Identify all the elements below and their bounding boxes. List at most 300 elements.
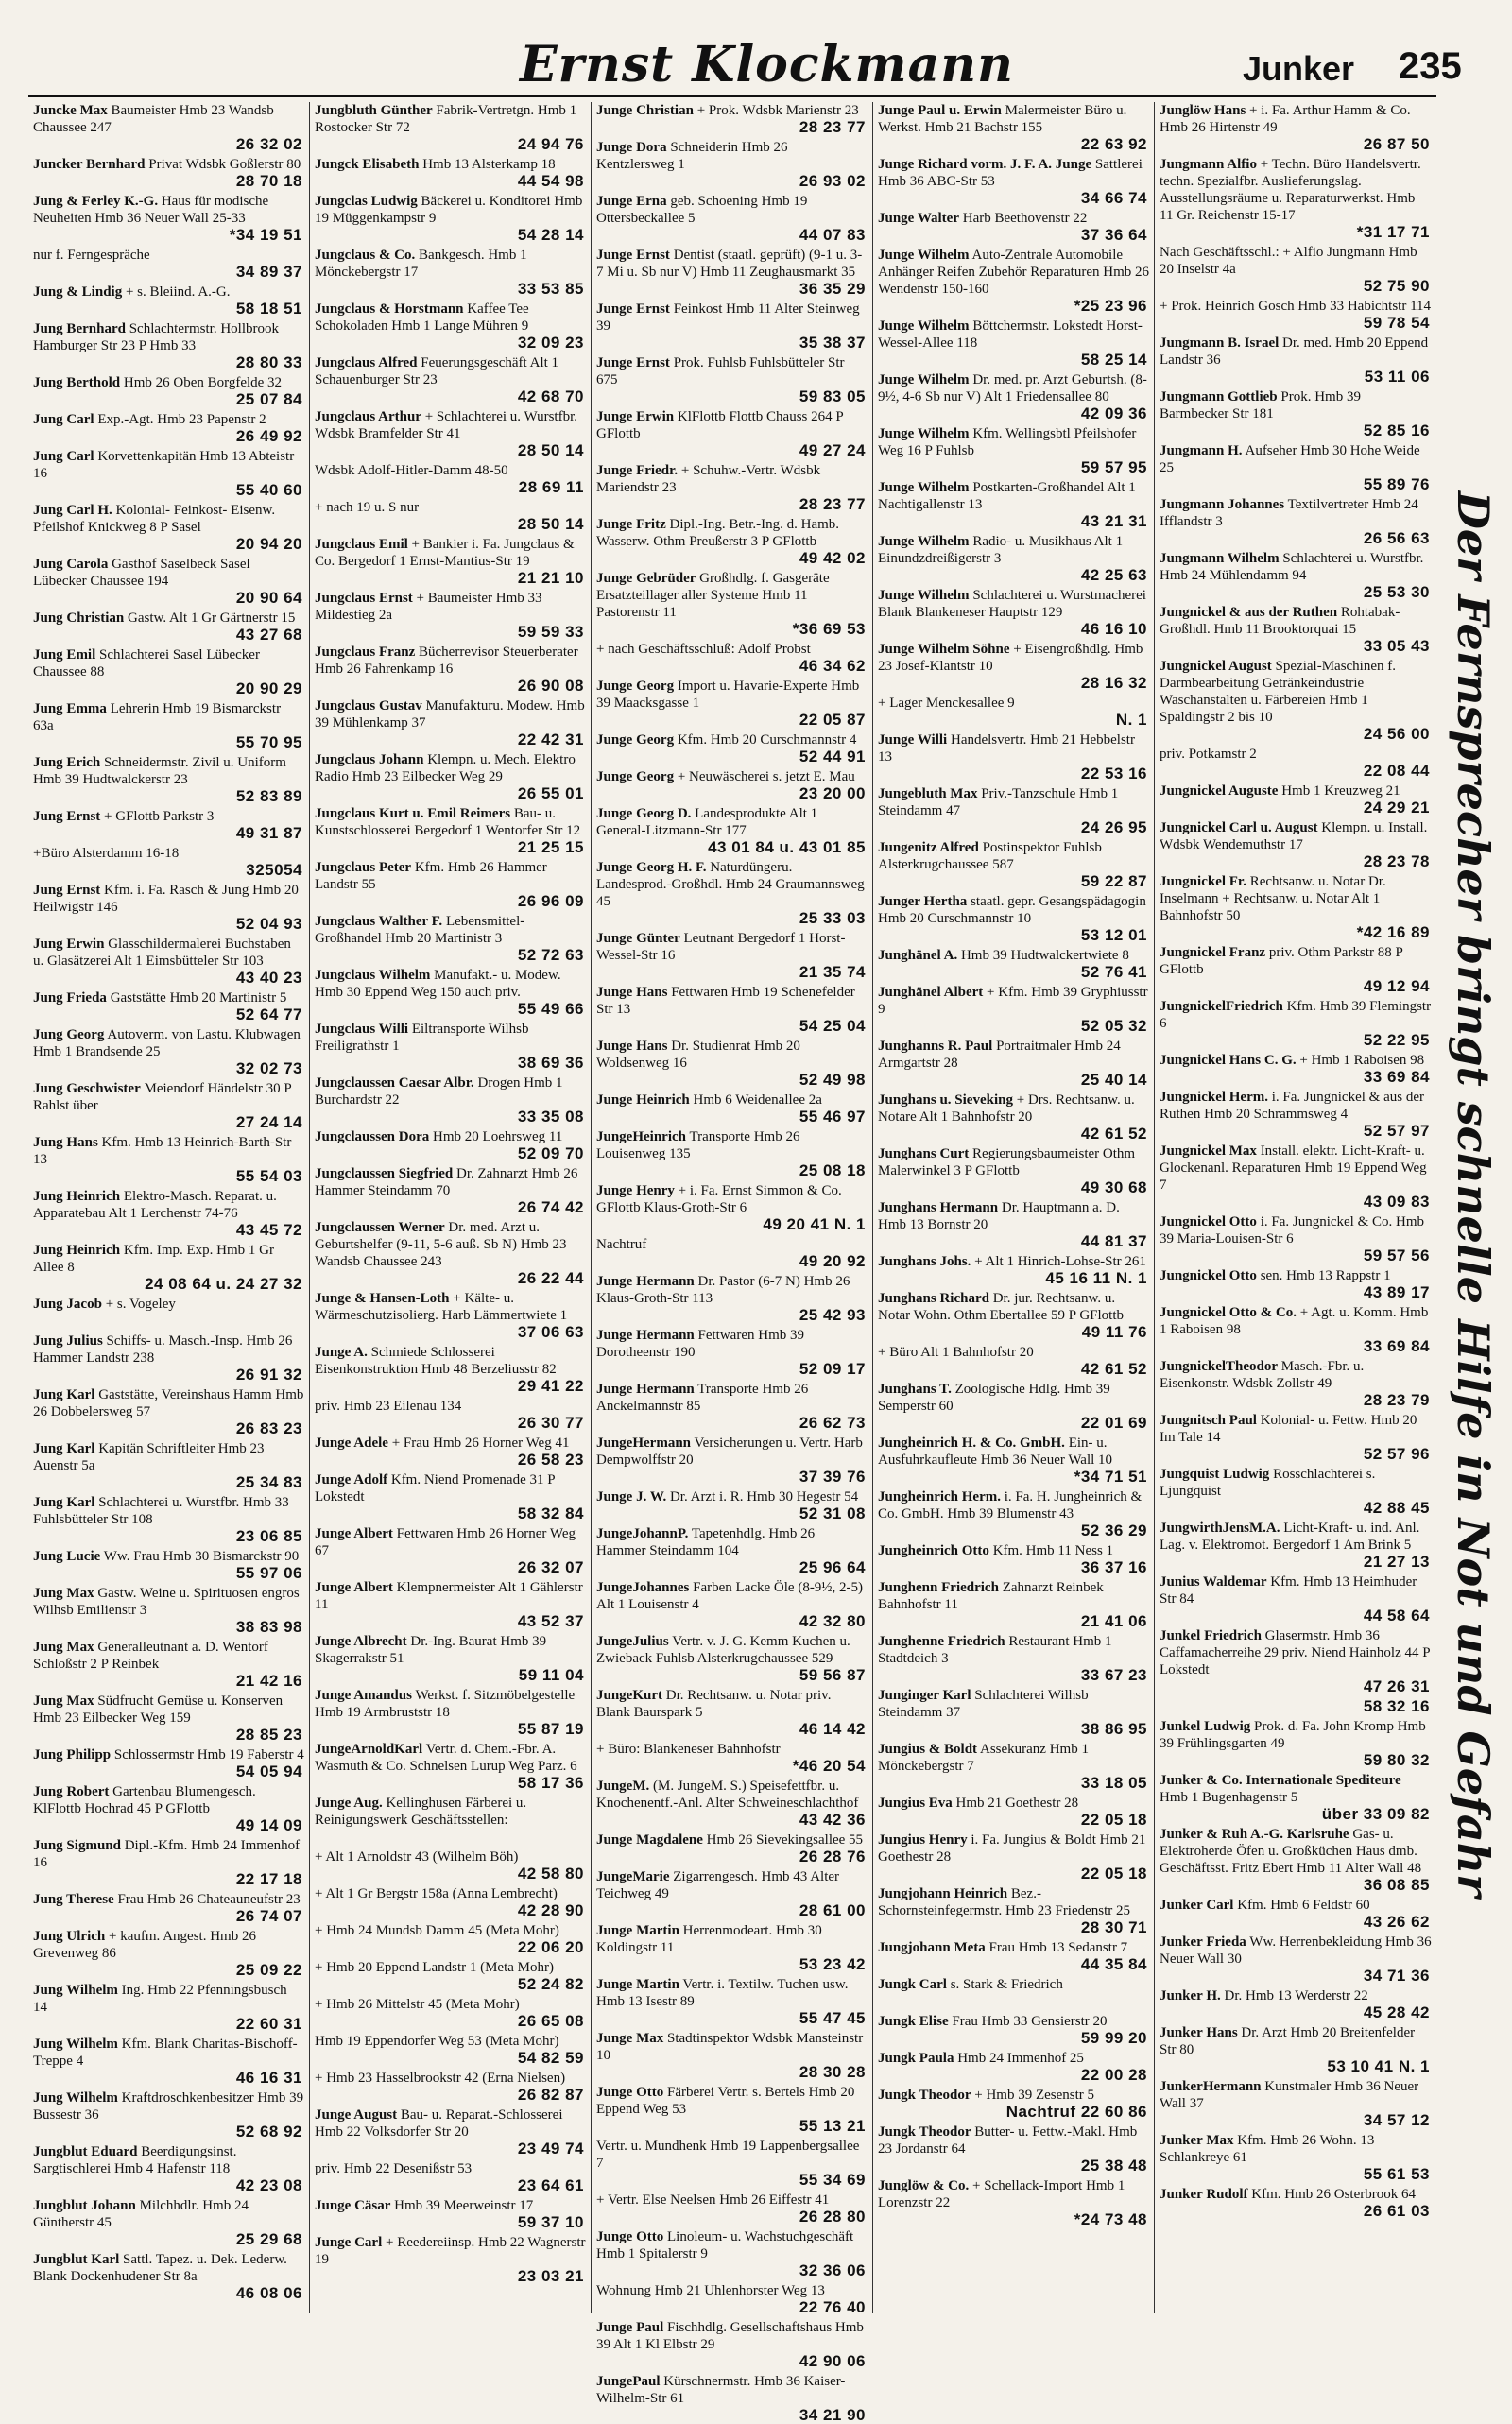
entry-name: Jungk Carl [878, 1977, 947, 1992]
entry-name: Jungblut Karl [33, 2252, 120, 2267]
entry-name: Jungbluth Günther [315, 103, 433, 118]
entry-phone: 59 59 33 [517, 623, 584, 641]
entry-phone: 28 23 79 [1363, 1391, 1430, 1409]
directory-entry [596, 1525, 868, 1576]
entry-detail: Sattl. Tapez. u. Dek. Lederw. Blank Dockenhudener Str 8a [33, 2252, 287, 2284]
directory-entry [878, 839, 1149, 890]
entry-name: Jungheinrich Otto [878, 1543, 989, 1558]
entry-name: Junker Frieda [1160, 1934, 1246, 1950]
entry-name: Jungnickel Auguste [1160, 783, 1279, 799]
directory-entry [315, 2070, 586, 2104]
directory-entry [33, 1639, 304, 1690]
directory-entry [33, 1585, 304, 1636]
entry-name: JungeHeinrich [596, 1129, 687, 1144]
entry-detail: Bäckerei u. Konditorei Hmb 19 Müggenkampstr 9 [315, 194, 583, 226]
entry-phone: 52 72 63 [517, 946, 584, 964]
entry-name: Junge Georg [596, 679, 675, 694]
directory-entry [33, 284, 304, 318]
directory-entry [596, 1831, 868, 1865]
directory-entry [878, 1199, 1149, 1250]
entry-name: Junge Albert [315, 1580, 393, 1595]
directory-entry [878, 1795, 1149, 1829]
entry-name: Jung & Lindig [33, 284, 123, 300]
entry-detail: Kunstmaler Hmb 36 Neuer Wall 37 [1160, 2079, 1419, 2111]
entry-name: Junge & Hansen-Loth [315, 1291, 450, 1306]
entry-detail: Portraitmaler Hmb 24 Armgartstr 28 [878, 1039, 1121, 1071]
entry-detail: Prok. d. Fa. John Kromp Hmb 39 Frühlingsgarten 49 [1160, 1719, 1426, 1751]
entry-detail: Auto-Zentrale Automobile Anhänger Reifen Zubehör Reparaturen Hmb 26 Wendenstr 150-160 [878, 248, 1149, 297]
entry-name: Jungblut Eduard [33, 2144, 138, 2159]
directory-entry [596, 1633, 868, 1684]
directory-entry [878, 695, 1149, 729]
entry-phone: 26 61 03 [1363, 2202, 1430, 2220]
entry-phone: 55 61 53 [1363, 2165, 1430, 2183]
entry-detail: Nach Geschäftsschl.: + Alfio Jungmann Hmb 20 Inselstr 4a [1160, 245, 1418, 277]
directory-entry [315, 913, 586, 964]
entry-name: Junker & Ruh A.-G. Karlsruhe [1160, 1827, 1349, 1842]
entry-detail: Dentist (staatl. geprüft) (9-1 u. 3-7 Mi u. Sb nur V) Hmb 11 Zeughausmarkt 35 [596, 248, 863, 280]
entry-name: Junglöw & Co. [878, 2178, 970, 2193]
entry-phone: 42 23 08 [235, 2176, 302, 2194]
entry-phone: 54 05 94 [235, 1762, 302, 1780]
entry-name: Jung & Ferley K.-G. [33, 194, 159, 209]
entry-phone: 26 55 01 [517, 784, 584, 802]
directory-entry [878, 318, 1149, 369]
entry-name: Jungclaus Gustav [315, 698, 422, 713]
directory-entry [596, 1741, 868, 1775]
directory-entry [878, 1253, 1149, 1287]
directory-entry [33, 2197, 304, 2248]
entry-detail: + Hmb 39 Zesenstr 5 [974, 2088, 1095, 2103]
entry-name: Junkel Ludwig [1160, 1719, 1251, 1734]
directory-entry [315, 590, 586, 641]
entry-detail: Wohnung Hmb 21 Uhlenhorster Weg 13 [596, 2283, 825, 2298]
entry-phone: *34 71 51 [1074, 1468, 1147, 1486]
entry-detail: Dr. Pastor (6-7 N) Hmb 26 Klaus-Groth-Str 113 [596, 1274, 850, 1306]
directory-entry [878, 641, 1149, 692]
entry-detail: Radio- u. Musikhaus Alt 1 Einundzdreißigerstr 3 [878, 534, 1124, 566]
entry-detail: + Baumeister Hmb 33 Mildestieg 2a [315, 591, 542, 623]
directory-entry [315, 354, 586, 405]
directory-entry [878, 247, 1149, 315]
entry-phone: 21 35 74 [799, 963, 866, 981]
directory-entry [878, 1344, 1149, 1378]
entry-phone: 46 14 42 [799, 1720, 866, 1738]
directory-entry [315, 536, 586, 587]
entry-phone: 34 57 12 [1363, 2111, 1430, 2129]
entry-detail: Klempnermeister Alt 1 Gählerstr 11 [315, 1580, 583, 1612]
entry-phone: 21 25 15 [517, 838, 584, 856]
entry-detail: Werkst. f. Sitzmöbelgestelle Hmb 19 Armbruststr 18 [315, 1688, 576, 1720]
directory-entry [1160, 442, 1432, 493]
entry-phone: 42 68 70 [517, 387, 584, 405]
header-logo-text: Ernst Klockmann [520, 36, 1014, 94]
entry-detail: Schneidermstr. Zivil u. Uniform Hmb 39 Hudtwalckerstr 23 [33, 755, 286, 787]
entry-phone: 49 11 76 [1081, 1323, 1147, 1341]
entry-phone: 20 90 29 [235, 679, 302, 697]
entry-name: Jungclaussen Werner [315, 1220, 445, 1235]
directory-entry [315, 1741, 586, 1792]
directory-entry [33, 1891, 304, 1925]
entry-phone: 36 08 85 [1363, 1876, 1430, 1894]
directory-entry [33, 193, 304, 244]
entry-name: Jung Erich [33, 755, 101, 770]
entry-detail: Kfm. Hmb 39 Flemingstr 6 [1160, 999, 1432, 1031]
entry-detail: priv. Hmb 22 Desenißstr 53 [315, 2161, 472, 2176]
entry-name: Junghans T. [878, 1382, 952, 1397]
entry-name: Junge Erwin [596, 409, 675, 424]
entry-detail: i. Fa. Jungnickel & Co. Hmb 39 Maria-Louisen-Str 6 [1160, 1214, 1425, 1246]
entry-detail: KlFlottb Flottb Chauss 264 P GFlottb [596, 409, 844, 441]
entry-name: Junge Willi [878, 732, 948, 748]
directory-entry [33, 989, 304, 1023]
entry-name: Jung Emma [33, 701, 107, 716]
entry-detail: Bankgesch. Hmb 1 Mönckebergstr 17 [315, 248, 527, 280]
entry-detail: Hmb 1 Bugenhagenstr 5 [1160, 1790, 1298, 1805]
entry-phone: 33 35 08 [517, 1108, 584, 1126]
entry-detail: (M. JungeM. S.) Speisefettfbr. u. Knochenentf.-Anl. Alter Schweineschlachthof [596, 1779, 859, 1811]
directory-entry [1160, 1358, 1432, 1409]
entry-phone: 55 97 06 [235, 1564, 302, 1582]
entry-detail: Naturdüngeru. Landesprod.-Großhdl. Hmb 24 Graumannsweg 45 [596, 860, 865, 909]
entry-name: Jungnickel Otto & Co. [1160, 1305, 1297, 1320]
directory-entry [33, 1783, 304, 1834]
entry-name: Jung Erwin [33, 937, 105, 952]
entry-detail: + Schlachterei u. Wurstfbr. Wdsbk Bramfelder Str 41 [315, 409, 577, 441]
entry-name: Jung Philipp [33, 1747, 112, 1762]
entry-detail: Schneiderin Hmb 26 Kentzlersweg 1 [596, 140, 788, 172]
directory-entry [596, 247, 868, 298]
entry-name: Jungclaus Walther F. [315, 914, 443, 929]
directory-entry [878, 479, 1149, 530]
directory-entry [315, 1021, 586, 1072]
entry-phone: 20 90 64 [235, 589, 302, 607]
entry-name: Junge Georg [596, 732, 675, 748]
directory-entry [596, 570, 868, 638]
directory-entry [33, 411, 304, 445]
entry-detail: + Büro Alt 1 Bahnhofstr 20 [878, 1345, 1034, 1360]
entry-phone: 59 56 87 [799, 1666, 866, 1684]
entry-detail: Dr. Studienrat Hmb 20 Woldsenweg 16 [596, 1039, 800, 1071]
entry-phone: 46 34 62 [799, 657, 866, 675]
column-5 [1155, 102, 1436, 2313]
entry-detail: Hmb 1 Kreuzweg 21 [1281, 783, 1400, 799]
entry-detail: Schiffs- u. Masch.-Insp. Hmb 26 Hammer Landstr 238 [33, 1333, 293, 1366]
entry-name: Junge Hans [596, 1039, 668, 1054]
directory-entry [33, 1134, 304, 1185]
entry-phone: 59 78 54 [1363, 314, 1430, 332]
entry-detail: Kellinghusen Färberei u. Reinigungswerk Geschäftsstellen: [315, 1796, 527, 1828]
entry-phone: 22 01 69 [1080, 1414, 1147, 1432]
entry-detail: + Kälte- u. Wärmeschutzisolierg. Harb Lämmertwiete 1 [315, 1291, 568, 1323]
entry-name: Jungclaus Ernst [315, 591, 413, 606]
directory-entry [596, 516, 868, 567]
entry-phone: 23 06 85 [235, 1527, 302, 1545]
entry-phone: 43 09 83 [1363, 1193, 1430, 1211]
directory-entry [1160, 1897, 1432, 1931]
entry-name: Jung Karl [33, 1441, 95, 1456]
directory-entry [878, 2177, 1149, 2228]
entry-name: Junker Hans [1160, 2025, 1238, 2040]
entry-phone: 24 94 76 [517, 135, 584, 153]
directory-entry [878, 893, 1149, 944]
directory-entry [878, 947, 1149, 981]
directory-entry [33, 2036, 304, 2087]
directory-entry [1160, 819, 1432, 870]
directory-entry [1160, 1772, 1432, 1823]
directory-entry [1160, 998, 1432, 1049]
entry-detail: + Hmb 26 Mittelstr 45 (Meta Mohr) [315, 1997, 520, 2012]
entry-detail: Licht-Kraft- u. ind. Anl. Lag. v. Elektromot. Bergedorf 1 Am Brink 5 [1160, 1521, 1420, 1553]
directory-entry [33, 1296, 304, 1330]
entry-phone: 58 32 84 [517, 1504, 584, 1522]
entry-phone: 55 87 19 [517, 1720, 584, 1738]
entry-detail: + GFlottb Parkstr 3 [104, 809, 215, 824]
entry-phone: 52 76 41 [1080, 963, 1147, 981]
directory-entry [878, 2050, 1149, 2084]
entry-phone: 49 14 09 [235, 1816, 302, 1834]
entry-phone: 52 68 92 [235, 2123, 302, 2140]
entry-detail: Textilvertreter Hmb 24 Ifflandstr 3 [1160, 497, 1418, 529]
directory-entry [315, 1996, 586, 2030]
entry-name: Junge Amandus [315, 1688, 412, 1703]
entry-name: Jung Max [33, 1693, 94, 1709]
entry-phone: 26 74 42 [517, 1198, 584, 1216]
entry-phone: 49 42 02 [799, 549, 866, 567]
directory-entry [33, 610, 304, 644]
entry-detail: + Büro: Blankeneser Bahnhofstr [596, 1742, 781, 1757]
entry-phone: 25 08 18 [799, 1161, 866, 1179]
entry-detail: Fettwaren Hmb 26 Horner Weg 67 [315, 1526, 576, 1558]
entry-name: Junius Waldemar [1160, 1574, 1267, 1590]
entry-detail: + Drs. Rechtsanw. u. Notare Alt 1 Bahnhofstr 20 [878, 1092, 1135, 1125]
entry-phone: 44 54 98 [517, 172, 584, 190]
entry-detail: Dipl.-Ing. Betr.-Ing. d. Hamb. Wasserw. Othm Preußerstr 3 P GFlottb [596, 517, 840, 549]
entry-name: Jungius Eva [878, 1796, 953, 1811]
entry-name: Jungmann Gottlieb [1160, 389, 1278, 404]
entry-phone: 52 49 98 [799, 1071, 866, 1089]
entry-name: Juncker Bernhard [33, 157, 146, 172]
entry-detail: Gas- u. Elektroherde Öfen u. Großküchen Haus dmb. Geschäftsst. Fritz Ebert Hmb 11 Alter Wall 48 [1160, 1827, 1422, 1876]
entry-name: Junglöw Hans [1160, 103, 1246, 118]
entry-phone: 53 23 42 [799, 1955, 866, 1973]
directory-entry [878, 1038, 1149, 1089]
entry-phone: 325054 [246, 861, 302, 879]
entry-name: Jung Carl H. [33, 503, 112, 518]
entry-detail: + Hmb 1 Raboisen 98 [1299, 1053, 1425, 1068]
entry-detail: Herrenmodeart. Hmb 30 Koldingstr 11 [596, 1923, 822, 1955]
entry-phone: 26 28 76 [799, 1848, 866, 1865]
entry-phone: 23 03 21 [517, 2267, 584, 2285]
entry-name: Jungk Theodor [878, 2124, 971, 2140]
entry-detail: Hmb 39 Meerweinstr 17 [394, 2198, 534, 2213]
entry-phone: 49 20 41 N. 1 [763, 1215, 866, 1233]
directory-entry [315, 1219, 586, 1287]
directory-entry [315, 967, 586, 1018]
entry-detail: + Prok. Wdsbk Marienstr 23 [696, 103, 859, 118]
entry-detail: Kapitän Schriftleiter Hmb 23 Auenstr 5a [33, 1441, 265, 1473]
entry-phone: 22 17 18 [235, 1870, 302, 1888]
entry-phone: 55 89 76 [1363, 475, 1430, 493]
directory-entry [315, 408, 586, 459]
entry-name: Jungnickel Fr. [1160, 874, 1246, 889]
entry-detail: Gasthof Saselbeck Sasel Lübecker Chaussee 194 [33, 557, 250, 589]
entry-detail: + Eisengroßhdlg. Hmb 23 Josef-Klantstr 10 [878, 642, 1143, 674]
entry-phone: 42 61 52 [1080, 1125, 1147, 1143]
entry-phone: 26 96 09 [517, 892, 584, 910]
entry-phone: 58 18 51 [235, 300, 302, 318]
entry-phone: über 33 09 82 [1321, 1805, 1430, 1823]
entry-name: Jung Ernst [33, 809, 101, 824]
entry-detail: Kfm. Imp. Exp. Hmb 1 Gr Allee 8 [33, 1243, 275, 1275]
directory-entry [596, 193, 868, 244]
entry-detail: Feinkost Hmb 11 Alter Steinweg 39 [596, 301, 860, 334]
entry-phone: 22 06 20 [517, 1938, 584, 1956]
entry-detail: Harb Beethovenstr 22 [962, 211, 1088, 226]
entry-phone: 29 41 22 [517, 1377, 584, 1395]
entry-phone: 55 49 66 [517, 1000, 584, 1018]
entry-name: Jungnickel Hans C. G. [1160, 1053, 1297, 1068]
entry-phone: 28 23 78 [1363, 852, 1430, 870]
entry-detail: Landesprodukte Alt 1 General-Litzmann-Str 177 [596, 806, 818, 838]
entry-phone: 43 42 36 [799, 1811, 866, 1829]
entry-name: Junge Ernst [596, 301, 670, 317]
entry-detail: + nach Geschäftsschluß: Adolf Probst [596, 642, 811, 657]
entry-detail: Regierungsbaumeister Othm Malerwinkel 3 P GFlottb [878, 1146, 1136, 1178]
entry-phone: 32 02 73 [235, 1059, 302, 1077]
entry-phone: 53 10 41 N. 1 [1327, 2057, 1430, 2075]
entry-detail: Handelsvertr. Hmb 21 Hebbelstr 13 [878, 732, 1135, 765]
directory-entry [596, 102, 868, 136]
directory-entry [878, 731, 1149, 782]
directory-entry [33, 1386, 304, 1437]
entry-phone: 38 86 95 [1080, 1720, 1147, 1738]
entry-name: JungeHermann [596, 1435, 692, 1451]
entry-detail: sen. Hmb 13 Rappstr 1 [1260, 1268, 1391, 1283]
directory-entry [1160, 1934, 1432, 1985]
directory-entry [315, 1848, 586, 1882]
entry-name: Jungclaussen Siegfried [315, 1166, 454, 1181]
entry-name: Jungclaus & Co. [315, 248, 416, 263]
entry-phone: 28 85 23 [235, 1726, 302, 1744]
entry-phone: 52 64 77 [235, 1006, 302, 1023]
entry-phone: 43 01 84 u. 43 01 85 [708, 838, 866, 856]
entry-name: Jungnickel Max [1160, 1143, 1257, 1159]
entry-phone: 55 40 60 [235, 481, 302, 499]
entry-detail: Hmb 20 Loehrsweg 11 [433, 1129, 563, 1144]
entry-detail: Kfm. Niend Promenade 31 P Lokstedt [315, 1472, 556, 1504]
entry-phone: *24 73 48 [1074, 2210, 1147, 2228]
entry-name: Junge Wilhelm [878, 248, 970, 263]
entry-detail: Bau- u. Reparat.-Schlosserei Hmb 22 Volksdorfer Str 20 [315, 2107, 563, 2140]
entry-phone: 37 36 64 [1080, 226, 1147, 244]
directory-entry [596, 1922, 868, 1973]
entry-detail: Frau Hmb 33 Gensierstr 20 [952, 2014, 1108, 2029]
entry-phone: 55 34 69 [799, 2171, 866, 2189]
entry-name: Junghans u. Sieveking [878, 1092, 1013, 1108]
entry-name: Junge August [315, 2107, 398, 2123]
entry-name: Junge Adolf [315, 1472, 388, 1487]
entry-phone: 25 33 03 [799, 909, 866, 927]
column-1 [28, 102, 310, 2313]
entry-detail: Drogen Hmb 1 Burchardstr 22 [315, 1075, 563, 1108]
entry-phone: 38 83 98 [235, 1618, 302, 1636]
entry-detail: + Agt. u. Komm. Hmb 1 Raboisen 98 [1160, 1305, 1429, 1337]
directory-entry [1160, 388, 1432, 439]
entry-phone: 20 94 20 [235, 535, 302, 553]
entry-detail: Kfm. Hmb 6 Feldstr 60 [1237, 1898, 1370, 1913]
entry-name: Jungnickel Otto [1160, 1268, 1257, 1283]
entry-name: Jungnickel & aus der Ruthen [1160, 605, 1338, 620]
entry-phone: 52 44 91 [799, 748, 866, 765]
entry-phone: Nachtruf 22 60 86 [1005, 2103, 1147, 2121]
entry-phone: 59 11 04 [518, 1666, 584, 1684]
entry-detail: Elektro-Masch. Reparat. u. Apparatebau Alt 1 Lerchenstr 74-76 [33, 1189, 277, 1221]
entry-phone: 25 42 93 [799, 1306, 866, 1324]
entry-detail: Dr. Zahnarzt Hmb 26 Hammer Steindamm 70 [315, 1166, 578, 1198]
entry-name: Junge Paul [596, 2320, 664, 2335]
directory-entry [1160, 156, 1432, 241]
entry-name: Junge Martin [596, 1923, 679, 1938]
entry-name: Junge Hans [596, 985, 668, 1000]
entry-phone: 34 89 37 [235, 263, 302, 281]
entry-name: JungwirthJensM.A. [1160, 1521, 1280, 1536]
entry-name: Jungk Theodor [878, 2088, 971, 2103]
entry-name: Jungclaus Alfred [315, 355, 418, 370]
entry-name: Jungclaussen Caesar Albr. [315, 1075, 474, 1091]
entry-name: Jung Ulrich [33, 1929, 106, 1944]
directory-entry [1160, 944, 1432, 995]
entry-detail: Lehrerin Hmb 19 Bismarckstr 63a [33, 701, 282, 733]
entry-detail: Tapetenhdlg. Hmb 26 Hammer Steindamm 104 [596, 1526, 816, 1558]
entry-phone: 52 09 70 [517, 1144, 584, 1162]
entry-phone: 22 42 31 [517, 731, 584, 748]
entry-phone: 52 85 16 [1363, 421, 1430, 439]
directory-entry [596, 2373, 868, 2424]
entry-name: Jungmann B. Israel [1160, 335, 1280, 351]
entry-name: Junge Otto [596, 2229, 664, 2244]
entry-detail: + Kfm. Hmb 39 Gryphiusstr 9 [878, 985, 1148, 1017]
entry-detail: Hmb 19 Eppendorfer Weg 53 (Meta Mohr) [315, 2034, 559, 2049]
entry-detail: staatl. gepr. Gesangspädagogin Hmb 20 Curschmannstr 10 [878, 894, 1146, 926]
entry-name: Jungmann H. [1160, 443, 1243, 458]
entry-detail: Kürschnermstr. Hmb 36 Kaiser-Wilhelm-Str 61 [596, 2374, 846, 2406]
entry-phone: 22 63 92 [1080, 135, 1147, 153]
entry-phone: 45 28 42 [1363, 2003, 1430, 2021]
entry-name: Junge Paul u. Erwin [878, 103, 1002, 118]
entry-detail: Bücherrevisor Steuerberater Hmb 26 Fahrenkamp 16 [315, 645, 578, 677]
entry-name: Jung Julius [33, 1333, 103, 1349]
entry-detail: + Schuhw.-Vertr. Wdsbk Mariendstr 23 [596, 463, 821, 495]
entry-detail: Dr. Rechtsanw. u. Notar priv. Blank Baurspark 5 [596, 1688, 832, 1720]
entry-phone: 28 30 71 [1080, 1918, 1147, 1936]
directory-entry [596, 1236, 868, 1270]
entry-name: Jungblut Johann [33, 2198, 136, 2213]
directory-columns [28, 102, 1436, 2424]
directory-entry [315, 1633, 586, 1684]
entry-name: Junghans Richard [878, 1291, 989, 1306]
entry-detail: + Frau Hmb 26 Horner Weg 41 [391, 1435, 570, 1451]
entry-phone: 52 31 08 [799, 1504, 866, 1522]
entry-detail: Kraftdroschkenbesitzer Hmb 39 Bussestr 36 [33, 2090, 304, 2123]
entry-phone: 59 37 10 [517, 2213, 584, 2231]
entry-phone: 27 24 14 [235, 1113, 302, 1131]
entry-phone: 53 11 06 [1364, 368, 1430, 386]
entry-detail: Dr. Arzt Hmb 20 Breitenfelder Str 80 [1160, 2025, 1416, 2057]
directory-entry [596, 408, 868, 459]
entry-name: Junge Ernst [596, 248, 670, 263]
entry-detail: Färberei Vertr. s. Bertels Hmb 20 Eppend Weg 53 [596, 2085, 855, 2117]
